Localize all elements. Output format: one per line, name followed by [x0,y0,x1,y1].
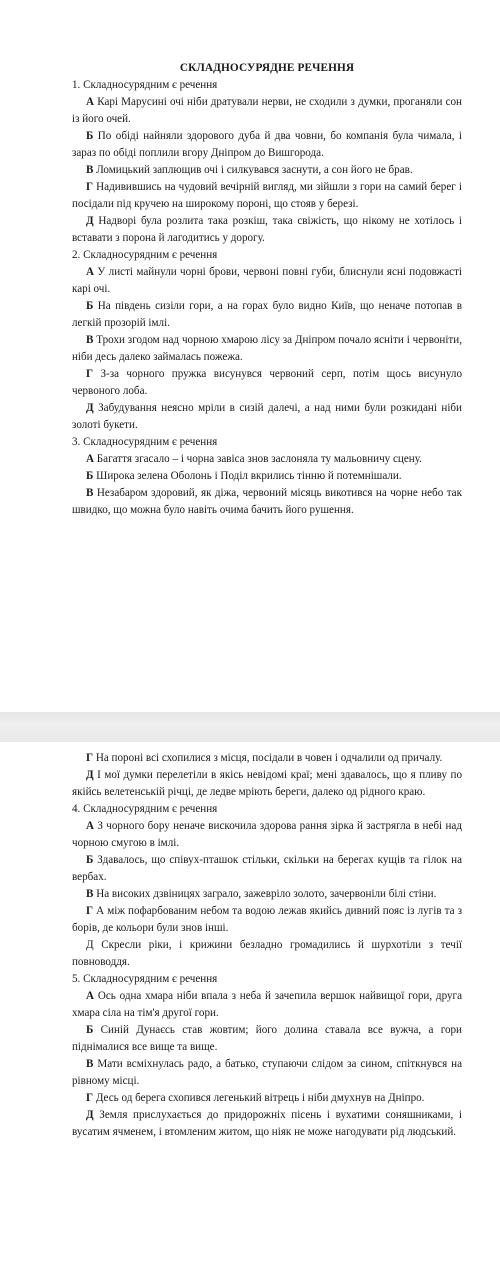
option-letter: Б [86,1024,94,1036]
option-text: По обіді найняли здорового дуба й два човни, бо компанія була чимала, і зараз по обіді поплили вгору Дніпром до Вишгорода. [72,130,462,159]
question-1-option-v [72,162,462,179]
question-2-option-a [72,264,462,298]
question-1-option-a [72,94,462,128]
question-4-option-h [72,903,462,937]
option-letter: Б [86,470,94,482]
option-text: Багаття згасало – і чорна завіса знов заслоняла ту мальовничу сцену. [96,453,422,465]
option-text: Ломицький заплющив очі і силкувався заснути, а сон його не брав. [96,164,413,176]
option-text: Забудування неясно мріли в сизій далечі, а над ними були розкидані ніби золоті букети. [72,402,462,431]
question-3-heading: 3. Складносурядним є речення [72,436,218,448]
question-1-option-d [72,213,462,247]
option-letter: Г [86,1092,94,1104]
option-letter: В [86,164,94,176]
question-4-option-a [72,818,462,852]
option-letter: А [86,820,95,832]
option-text: Десь од берега схопився легенький вітрець і ніби дмухнув на Дніпро. [95,1092,425,1104]
option-text: Синій Дунаєсь став жовтим; його долина ставала все вужча, а гори піднімалися все вище та вище. [72,1024,462,1053]
question-2-option-h [72,366,462,400]
question-2-option-v [72,332,462,366]
question-5-option-a [72,988,462,1022]
option-letter: А [86,96,95,108]
option-letter: В [86,487,94,499]
question-5-option-d [72,1107,462,1141]
question-3-option-a [72,451,462,468]
question-3-option-h [72,750,462,767]
option-text: Здавалось, що співух-пташок стільки, скільки на берегах кущів та гілок на вербах. [72,854,462,883]
option-text: З-за чорного пружка висунувся червоний серп, потім щось висунуло червоного лоба. [72,368,462,397]
option-text: Карі Марусині очі ніби дратували нерви, не сходили з думки, проганяли сон із його очей. [72,96,462,125]
option-letter: Г [86,368,94,380]
option-text: Надворі була розлита така розкіш, така свіжість, що нікому не хотілось і вставати з порона й лагодитись у дорогу. [72,215,462,244]
page-separator [0,712,500,742]
option-letter: А [86,266,95,278]
option-text: На південь сизіли гори, а на горах було видно Київ, що неначе потопав в легкій прозорій імлі. [72,300,462,329]
option-letter: А [86,990,95,1002]
option-letter: Г [86,905,94,917]
option-text: Широка зелена Оболонь і Поділ вкрились тінню й потемнішали. [96,470,402,482]
question-4-option-b [72,852,462,886]
question-3-option-b [72,468,462,485]
option-letter: Г [86,752,94,764]
question-4-option-d [72,937,462,971]
question-5-option-h [72,1090,462,1107]
document-page-2 [0,742,500,1285]
question-1-option-h [72,179,462,213]
option-text: З чорного бору неначе вискочила здорова рання зірка й застрягла в небі над чорною смугою в імлі. [72,820,463,849]
option-letter: Д [86,1109,94,1121]
page-2-content [72,750,462,1141]
question-2-option-d [72,400,462,434]
option-text: Трохи згодом над чорною хмарою лісу за Дніпром почало ясніти і червоніти, ніби десь далеко займалась пожежа. [72,334,462,363]
option-letter: Б [86,854,94,866]
question-5-option-v [72,1056,462,1090]
question-5-option-b [72,1022,462,1056]
option-text: Мати всміхнулась радо, а батько, ступаючи слідом за сином, спіткнувся на рівному місці. [72,1058,462,1087]
option-letter: Б [86,130,94,142]
option-letter: А [86,453,95,465]
question-4-heading: 4. Складносурядним є речення [72,803,218,815]
option-text: І мої думки перелетіли в якісь невідомі краї; мені здавалось, що я пливу по якійсь велетенській річці, де ледве мріють береги, далеко од рідного краю. [72,769,462,798]
option-text: Незабаром здоровий, як діжа, червоний місяць викотився на чорне небо так швидко, що можна було навіть очима бачить його рушення. [72,487,462,516]
option-letter: Г [86,181,94,193]
question-1-heading: 1. Складносурядним є речення [72,79,218,91]
question-1-option-b [72,128,462,162]
option-text: А між пофарбованим небом та водою лежав якийсь дивний пояс із лугів та з борів, де кольори були знов інші. [72,905,462,934]
option-text: На високих дзвіницях заграло, зажевріло золото, зачервоніли білі стіни. [96,888,437,900]
question-2-option-b [72,298,462,332]
option-text: У листі майнули чорні брови, червоні повні губи, блиснули ясні подовжасті карі очі. [72,266,463,295]
option-letter: Д [86,215,94,227]
question-2-heading: 2. Складносурядним є речення [72,249,218,261]
option-text: Надивившись на чудовий вечірній вигляд, ми зійшли з гори на самий берег і посідали під кручею на широкому пороні, що стояв у березі. [72,181,462,210]
option-letter: В [86,334,94,346]
option-letter: Д [86,402,94,414]
question-3-option-d [72,767,462,801]
question-4-option-v [72,886,462,903]
option-text: На пороні всі схопилися з місця, посідали в човен і одчалили од причалу. [95,752,443,764]
option-text: Д Скресли ріки, і крижини безладно громадились й шурхотіли з течії повноводдя. [72,939,462,968]
option-letter: Б [86,300,94,312]
option-letter: В [86,1058,94,1070]
document-title: СКЛАДНОСУРЯДНЕ РЕЧЕННЯ [179,62,355,74]
page-1-content [72,60,462,519]
option-text: Земля прислухається до придорожніх пісень і вухатими соняшниками, і вусатим ячменем, і втомленим житом, що ніяк не може нагодувати рід людський. [72,1109,462,1138]
question-3-option-v [72,485,462,519]
option-letter: Д [86,769,94,781]
question-5-heading: 5. Складносурядним є речення [72,973,218,985]
option-text: Ось одна хмара ніби впала з неба й зачепила вершок найвищої гори, друга хмара сіла на тім'я другої гори. [72,990,462,1019]
option-letter: В [86,888,94,900]
